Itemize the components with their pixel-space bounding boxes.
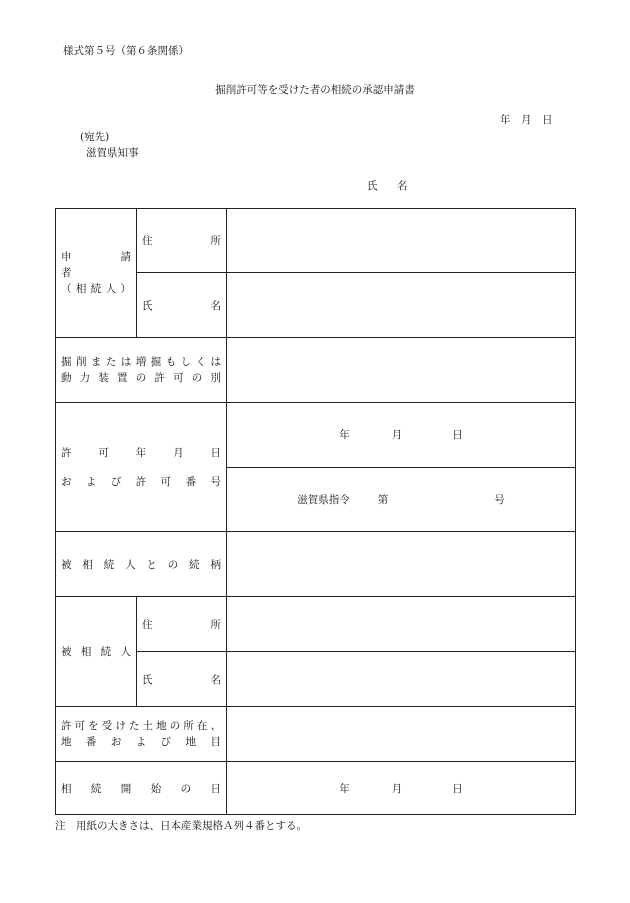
decedent-address-label: 住 所: [142, 618, 221, 631]
inheritance-year-label: 年: [339, 782, 350, 795]
land-field[interactable]: [227, 707, 576, 762]
go-label: 号: [494, 493, 505, 506]
document-title: 掘削許可等を受けた者の相続の承認申請書: [215, 84, 415, 96]
applicant-label: 申 請 者: [61, 251, 152, 279]
heir-label: （相続人）: [61, 283, 131, 295]
relation-field[interactable]: [227, 532, 576, 597]
permit-number-label: および許可番号: [61, 476, 221, 488]
permit-year-label: 年: [339, 429, 350, 442]
land-location-label: 許可を受けた土地の所在、: [61, 720, 221, 732]
land-lot-category-label: 地 番 お よ び 地 目: [61, 736, 221, 748]
permit-number-field[interactable]: [227, 468, 575, 532]
decedent-name-label: 氏 名: [142, 673, 221, 686]
permit-date-field[interactable]: [227, 403, 575, 468]
permit-type-label-line2: 動力装置の許可の別: [61, 372, 221, 384]
inheritance-day-label: 日: [452, 782, 463, 795]
land-label-cell: [56, 707, 227, 762]
decedent-address-label-cell: [137, 597, 227, 652]
addressee-label: (宛先): [80, 131, 110, 143]
relation-label-cell: [56, 532, 227, 597]
permit-date-label: 許 可 年 月 日: [61, 447, 221, 459]
addressee: 滋賀県知事: [86, 147, 139, 159]
relation-label: 被相続人との続柄: [61, 558, 221, 571]
signature-name-line: 氏 名: [367, 180, 416, 192]
decedent-label-cell: [56, 597, 137, 707]
applicant-name-label-cell: [137, 273, 227, 338]
applicant-address-field[interactable]: [227, 209, 576, 273]
permit-month-label: 月: [391, 429, 403, 442]
application-form-table: [55, 208, 575, 813]
permit-type-label-cell: [56, 338, 227, 403]
applicant-address-label: 住 所: [142, 235, 221, 247]
decedent-name-field[interactable]: [227, 652, 576, 707]
decedent-label: 被 相 続 人: [61, 646, 131, 658]
permit-type-label-line1: 掘削または増掘もしくは: [61, 356, 221, 368]
decedent-name-label-cell: [137, 652, 227, 707]
permit-day-label: 日: [452, 429, 463, 442]
decedent-address-field[interactable]: [227, 597, 576, 652]
shiga-designation-label: 滋賀県指令: [297, 493, 350, 506]
inheritance-start-label-cell: [56, 762, 227, 815]
form-number: 様式第５号（第６条関係）: [63, 45, 189, 57]
paper-size-note: 注 用紙の大きさは、日本産業規格Ａ列４番とする。: [55, 820, 307, 832]
dai-label: 第: [377, 493, 389, 506]
applicant-name-field[interactable]: [227, 273, 576, 338]
inheritance-start-label: 相 続 開 始 の 日: [61, 782, 221, 795]
applicant-label-cell: [56, 209, 152, 338]
inheritance-month-label: 月: [391, 782, 403, 795]
permit-date-number-field: [227, 403, 576, 532]
date-line: 年 月 日: [500, 114, 553, 126]
applicant-name-label: 氏 名: [142, 299, 221, 312]
permit-type-field[interactable]: [227, 338, 576, 403]
permit-date-number-label-cell: [56, 403, 227, 532]
inheritance-start-date-field[interactable]: [227, 762, 576, 815]
